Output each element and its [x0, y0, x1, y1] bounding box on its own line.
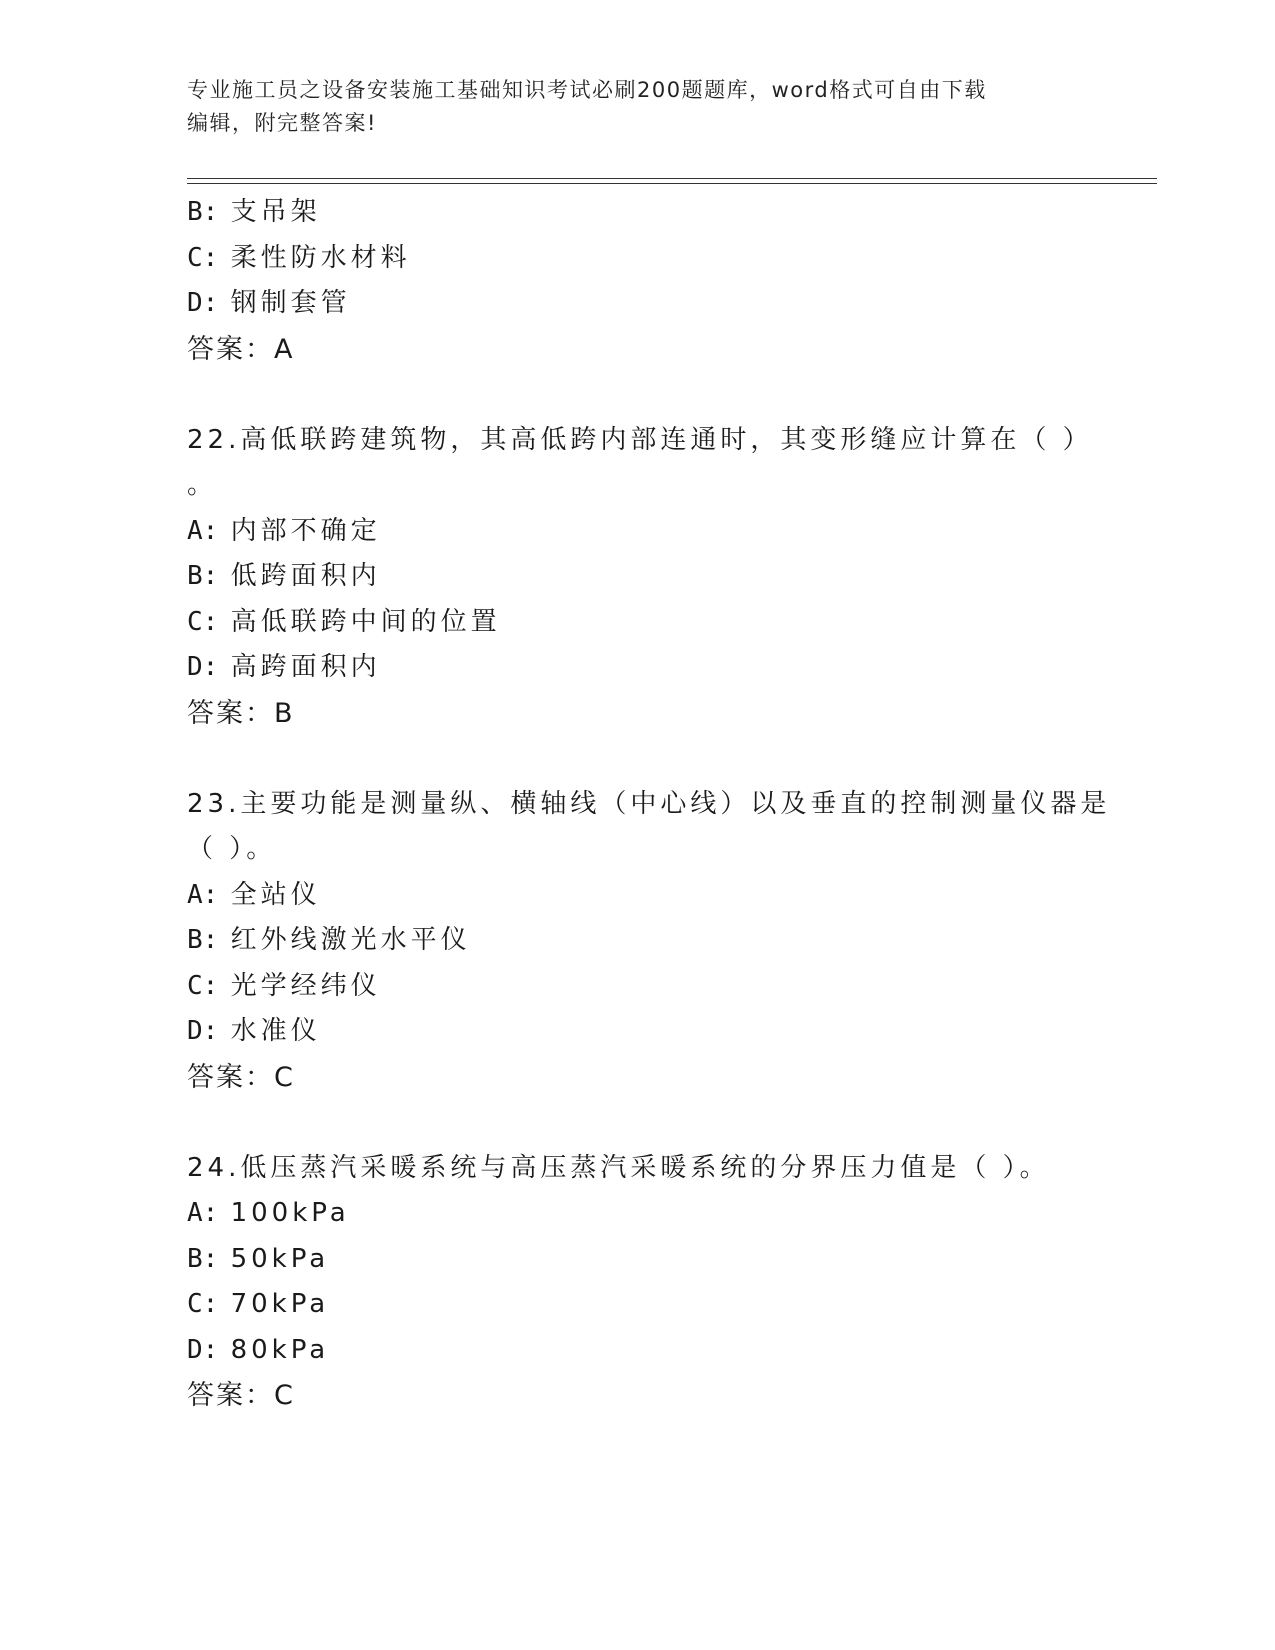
question-block-22 — [187, 418, 1147, 737]
header-divider-bottom — [187, 183, 1157, 184]
answer-line: 答案：C — [187, 1380, 295, 1411]
option-c — [187, 600, 1147, 646]
option-b — [187, 918, 1147, 964]
answer-line: 答案：C — [187, 1061, 295, 1093]
question-block-21 — [187, 190, 1147, 372]
option-letter: A: — [187, 515, 219, 546]
option-d — [187, 1009, 1147, 1055]
option-letter: C: — [187, 1289, 219, 1319]
option-text: 全站仪 — [230, 879, 321, 910]
option-a — [187, 1191, 1147, 1237]
option-c — [187, 236, 1147, 282]
option-text: 高跨面积内 — [230, 652, 381, 682]
option-letter: A: — [187, 879, 219, 910]
option-letter: B: — [187, 925, 219, 955]
option-a — [187, 873, 1147, 919]
option-letter: D: — [187, 1334, 219, 1365]
option-letter: B: — [187, 561, 219, 591]
option-text: 高低联跨中间的位置 — [230, 606, 501, 637]
option-d — [187, 1328, 1147, 1374]
option-d — [187, 281, 1147, 327]
option-text: 柔性防水材料 — [230, 242, 411, 273]
question-list — [187, 190, 1147, 1419]
option-b — [187, 1237, 1147, 1283]
option-letter: D: — [187, 1016, 219, 1046]
option-text: 50kPa — [230, 1243, 330, 1274]
option-text: 70kPa — [230, 1289, 330, 1319]
header-line-1: 专业施工员之设备安装施工基础知识考试必刷200题题库，word格式可自由下载 — [187, 78, 987, 102]
option-letter: B: — [187, 1243, 219, 1274]
document-header — [187, 74, 1087, 140]
option-text: 钢制套管 — [230, 288, 351, 318]
header-divider-top — [187, 178, 1157, 179]
option-letter: C: — [187, 606, 219, 637]
option-text: 水准仪 — [230, 1016, 321, 1046]
header-line-2: 编辑，附完整答案! — [187, 111, 377, 135]
question-text: 23.主要功能是测量纵、横轴线（中心线）以及垂直的控制测量仪器是 — [187, 788, 1111, 819]
question-text: 24.低压蒸汽采暖系统与高压蒸汽采暖系统的分界压力值是（ ）。 — [187, 1152, 1050, 1183]
option-text: 光学经纬仪 — [230, 970, 381, 1001]
option-text: 内部不确定 — [230, 515, 381, 546]
option-a — [187, 509, 1147, 555]
option-text: 100kPa — [230, 1198, 350, 1228]
option-text: 红外线激光水平仪 — [230, 925, 471, 955]
question-text-continued: 。 — [187, 470, 218, 500]
option-letter: D: — [187, 288, 219, 318]
option-letter: C: — [187, 242, 219, 273]
option-text: 低跨面积内 — [230, 561, 381, 591]
option-b — [187, 190, 1147, 236]
option-letter: B: — [187, 197, 219, 227]
option-b — [187, 554, 1147, 600]
question-block-24 — [187, 1146, 1147, 1419]
answer-line: 答案：A — [187, 333, 295, 365]
question-text-continued: （ ）。 — [187, 834, 277, 864]
answer-line: 答案：B — [187, 697, 295, 729]
option-letter: C: — [187, 970, 219, 1001]
option-text: 支吊架 — [230, 197, 321, 227]
option-text: 80kPa — [230, 1334, 330, 1365]
option-c — [187, 1282, 1147, 1328]
option-c — [187, 964, 1147, 1010]
question-text: 22.高低联跨建筑物，其高低跨内部连通时，其变形缝应计算在（ ） — [187, 424, 1093, 455]
option-d — [187, 645, 1147, 691]
option-letter: A: — [187, 1198, 219, 1228]
option-letter: D: — [187, 652, 219, 682]
question-block-23 — [187, 782, 1147, 1101]
